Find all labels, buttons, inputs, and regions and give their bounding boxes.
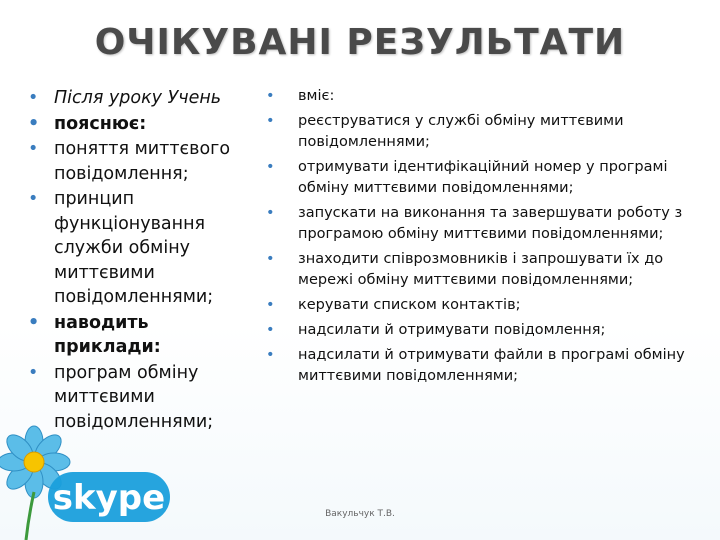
logo-text: skype [52, 478, 166, 518]
list-item: • керувати списком контактів; [266, 295, 706, 316]
slide-title: ОЧІКУВАНІ РЕЗУЛЬТАТИ [94, 22, 626, 63]
list-item: • пояснює: [26, 112, 248, 137]
right-bullet-list [266, 86, 706, 391]
list-item: • програм обміну миттєвими повідомленнями; [26, 361, 248, 435]
list-item: • наводить приклади: [26, 311, 248, 360]
skype-logo [0, 400, 180, 540]
skype-wordmark [48, 472, 170, 522]
list-item: • знаходити співрозмовників і запрошувати їх до мережі обміну миттєвими повідомленнями; [266, 249, 706, 291]
list-item: • поняття миттєвого повідомлення; [26, 137, 248, 186]
list-item: • надсилати й отримувати повідомлення; [266, 320, 706, 341]
list-item: • надсилати й отримувати файли в програмі обміну миттєвими повідомленнями; [266, 345, 706, 387]
list-item: • запускати на виконання та завершувати роботу з програмою обміну миттєвими повідомленнями; [266, 203, 706, 245]
list-item: • принцип функціонування служби обміну миттєвими повідомленнями; [26, 187, 248, 310]
list-item: • вміє: [266, 86, 706, 107]
author-footer: Вакульчук Т.В. [325, 509, 395, 519]
list-item: • отримувати ідентифікаційний номер у програмі обміну миттєвими повідомленнями; [266, 157, 706, 199]
list-item: • реєструватися у службі обміну миттєвими повідомленнями; [266, 111, 706, 153]
left-bullet-list [26, 86, 248, 435]
list-item: • Після уроку Учень [26, 86, 248, 111]
